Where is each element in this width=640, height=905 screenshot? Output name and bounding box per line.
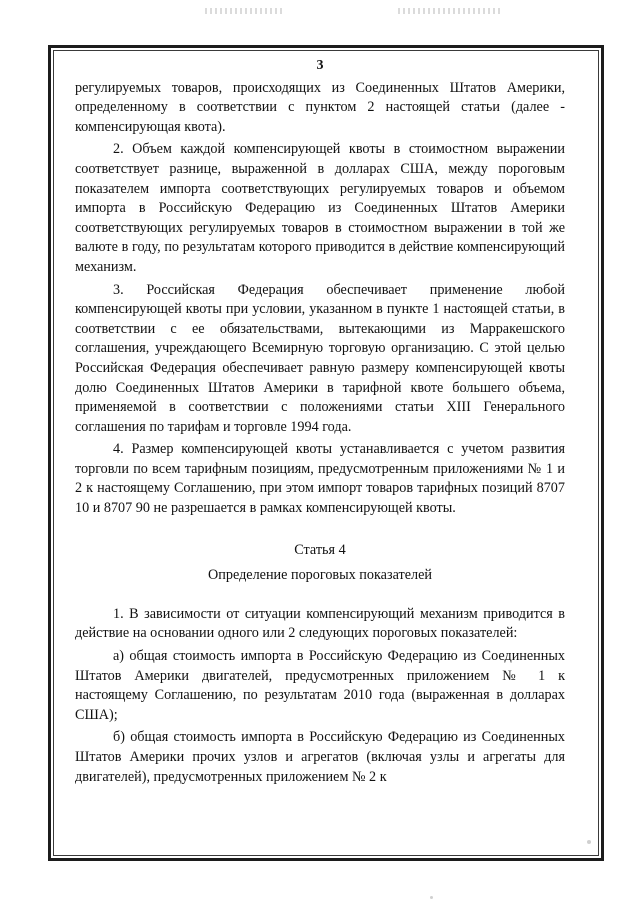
scan-noise-left — [205, 8, 285, 14]
scan-noise-right — [398, 8, 503, 14]
scan-speck — [430, 896, 433, 899]
scan-speck — [587, 840, 591, 844]
article-number: Статья 4 — [294, 541, 346, 558]
paragraph-article4-subitem-a: а) общая стоимость импорта в Российскую Федерацию из Соединенных Штатов Америки двигателей, предусмотренных приложением № 1 к настоящему Соглашению, по результатам 2010 года (выраженная в долларах США); — [75, 648, 565, 723]
article-title: Определение пороговых показателей — [208, 567, 432, 584]
paragraph-item-3: 3. Российская Федерация обеспечивает применение любой компенсирующей квоты при условии, указанном в пункте 1 настоящей статьи, в соответствии с ее обязательствами, вытекающими из Марракешского соглашения, учреждающего Всемирную торговую организацию. С этой целью Российская Федерация обеспечивает равную размеру компенсирующей квоты долю Соединенных Штатов Америки в тарифной квоте большего объема, применяемой в соответствии с положениями статьи XIII Генерального соглашения по тарифам и торговле 1994 года. — [75, 281, 565, 435]
page-number: 3 — [316, 58, 324, 73]
paragraph-item-4: 4. Размер компенсирующей квоты устанавливается с учетом развития торговли по всем тарифным позициям, предусмотренным приложениями № 1 и 2 к настоящему Соглашению, при этом импорт товаров тарифных позиций 8707 10 и 8707 90 не разрешается в рамках компенсирующей квоты. — [75, 441, 565, 517]
paragraph-item-2: 2. Объем каждой компенсирующей квоты в стоимостном выражении соответствует разнице, выраженной в долларах США, между пороговым показателем импорта соответствующих регулируемых товаров и объемом импорта в Российскую Федерацию из Соединенных Штатов Америки соответствующих регулируемых товаров в стоимостном выражении в той же валюте в году, по результатам которого приводится в действие компенсирующий механизм. — [75, 141, 565, 275]
paragraph-article4-item-1: 1. В зависимости от ситуации компенсирующий механизм приводится в действие на основании одного или 2 следующих пороговых показателей: — [75, 605, 565, 642]
paragraph-continuation: регулируемых товаров, происходящих из Соединенных Штатов Америки, определенному в соответствии с пунктом 2 настоящей статьи (далее - компенсирующая квота). — [75, 79, 565, 135]
paragraph-article4-subitem-b: б) общая стоимость импорта в Российскую Федерацию из Соединенных Штатов Америки прочих узлов и агрегатов (включая узлы и агрегаты для двигателей), предусмотренных приложением № 2 к — [75, 729, 565, 785]
document-body — [75, 56, 565, 790]
